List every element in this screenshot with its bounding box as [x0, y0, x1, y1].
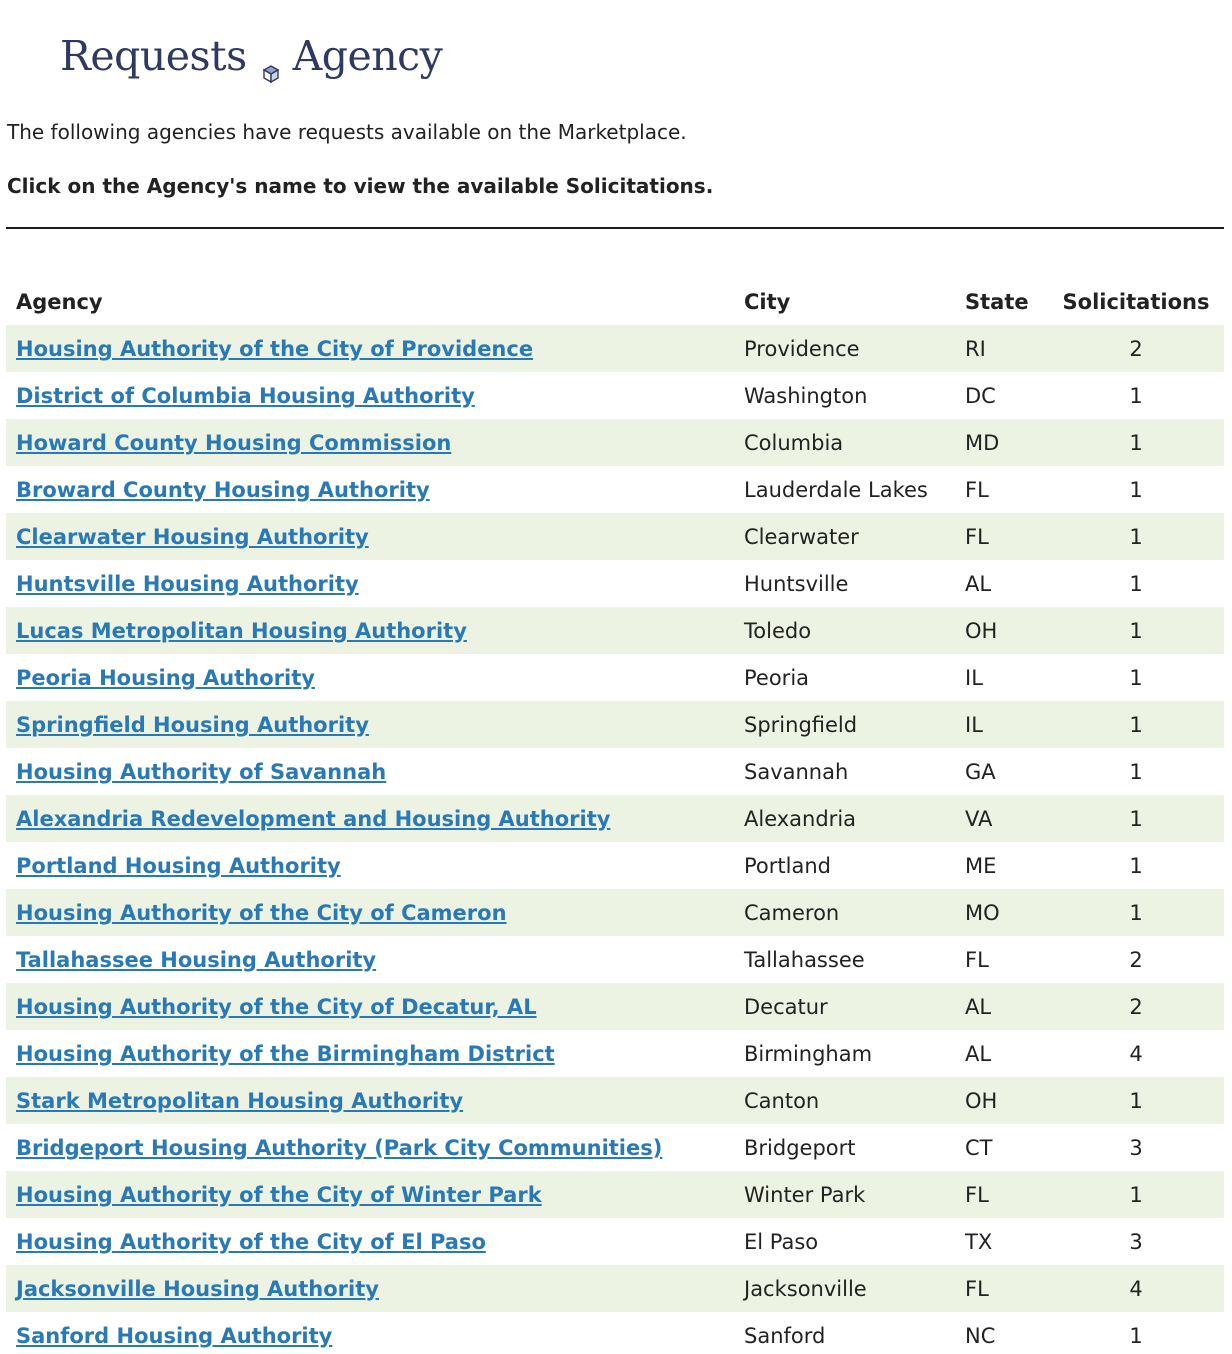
city-cell: Springfield — [734, 701, 955, 748]
state-cell: AL — [955, 1030, 1048, 1077]
city-cell: Clearwater — [734, 513, 955, 560]
agency-link[interactable]: Peoria Housing Authority — [16, 665, 315, 690]
agency-cell — [6, 1171, 734, 1218]
city-cell: Alexandria — [734, 795, 955, 842]
agency-cell — [6, 701, 734, 748]
solicitations-cell: 4 — [1048, 1030, 1224, 1077]
table-row — [6, 1218, 1224, 1265]
city-cell: Columbia — [734, 419, 955, 466]
solicitations-cell: 1 — [1048, 419, 1224, 466]
agency-link[interactable]: Housing Authority of the Birmingham District — [16, 1041, 555, 1066]
city-cell: El Paso — [734, 1218, 955, 1265]
table-row — [6, 983, 1224, 1030]
table-row — [6, 513, 1224, 560]
agency-link[interactable]: Alexandria Redevelopment and Housing Authority — [16, 806, 611, 831]
city-cell: Sanford — [734, 1312, 955, 1354]
agency-link[interactable]: Clearwater Housing Authority — [16, 524, 369, 549]
state-cell: MO — [955, 889, 1048, 936]
agency-cell — [6, 795, 734, 842]
city-cell: Peoria — [734, 654, 955, 701]
solicitations-cell: 1 — [1048, 1077, 1224, 1124]
table-row — [6, 654, 1224, 701]
table-row — [6, 1265, 1224, 1312]
city-cell: Birmingham — [734, 1030, 955, 1077]
city-cell: Jacksonville — [734, 1265, 955, 1312]
solicitations-cell: 3 — [1048, 1124, 1224, 1171]
agency-link[interactable]: Huntsville Housing Authority — [16, 571, 359, 596]
title-agency: Agency — [292, 32, 443, 80]
table-row — [6, 889, 1224, 936]
state-cell: MD — [955, 419, 1048, 466]
state-cell: ME — [955, 842, 1048, 889]
city-cell: Portland — [734, 842, 955, 889]
state-cell: GA — [955, 748, 1048, 795]
solicitations-cell: 1 — [1048, 748, 1224, 795]
solicitations-cell: 1 — [1048, 513, 1224, 560]
agency-link[interactable]: District of Columbia Housing Authority — [16, 383, 475, 408]
state-cell: RI — [955, 325, 1048, 372]
agency-link[interactable]: Stark Metropolitan Housing Authority — [16, 1088, 464, 1113]
city-cell: Washington — [734, 372, 955, 419]
agency-link[interactable]: Tallahassee Housing Authority — [16, 947, 377, 972]
divider — [6, 227, 1224, 229]
agency-link[interactable]: Housing Authority of the City of Providence — [16, 336, 534, 361]
agency-cell — [6, 1265, 734, 1312]
agency-cell — [6, 466, 734, 513]
agency-link[interactable]: Housing Authority of Savannah — [16, 759, 387, 784]
city-cell: Savannah — [734, 748, 955, 795]
state-cell: FL — [955, 1171, 1048, 1218]
agency-link[interactable]: Jacksonville Housing Authority — [16, 1276, 379, 1301]
agency-cell — [6, 325, 734, 372]
solicitations-cell: 1 — [1048, 466, 1224, 513]
table-row — [6, 1124, 1224, 1171]
agency-link[interactable]: Howard County Housing Commission — [16, 430, 452, 455]
solicitations-cell: 2 — [1048, 936, 1224, 983]
table-row — [6, 701, 1224, 748]
agency-cell — [6, 1124, 734, 1171]
solicitations-cell: 1 — [1048, 560, 1224, 607]
agency-link[interactable]: Bridgeport Housing Authority (Park City Communities) — [16, 1135, 663, 1160]
state-cell: IL — [955, 701, 1048, 748]
solicitations-cell: 1 — [1048, 795, 1224, 842]
solicitations-cell: 1 — [1048, 701, 1224, 748]
agency-link[interactable]: Housing Authority of the City of Cameron — [16, 900, 507, 925]
agency-link[interactable]: Springfield Housing Authority — [16, 712, 369, 737]
agency-cell — [6, 1312, 734, 1354]
solicitations-cell: 2 — [1048, 983, 1224, 1030]
state-cell: OH — [955, 607, 1048, 654]
table-row — [6, 1312, 1224, 1354]
state-cell: IL — [955, 654, 1048, 701]
agency-cell — [6, 372, 734, 419]
column-header-state: State — [965, 290, 1029, 314]
table-row — [6, 1171, 1224, 1218]
agency-cell — [6, 1218, 734, 1265]
state-cell: FL — [955, 1265, 1048, 1312]
agency-cell — [6, 936, 734, 983]
city-cell: Bridgeport — [734, 1124, 955, 1171]
agency-cell — [6, 419, 734, 466]
solicitations-cell: 4 — [1048, 1265, 1224, 1312]
solicitations-cell: 1 — [1048, 1312, 1224, 1354]
solicitations-cell: 3 — [1048, 1218, 1224, 1265]
intro-text: The following agencies have requests available on the Marketplace. — [7, 120, 687, 144]
cube-icon — [261, 46, 281, 66]
city-cell: Huntsville — [734, 560, 955, 607]
agency-cell — [6, 1030, 734, 1077]
agency-link[interactable]: Lucas Metropolitan Housing Authority — [16, 618, 467, 643]
solicitations-cell: 1 — [1048, 372, 1224, 419]
table-row — [6, 795, 1224, 842]
solicitations-cell: 1 — [1048, 842, 1224, 889]
table-row — [6, 560, 1224, 607]
table-row — [6, 748, 1224, 795]
table-row — [6, 936, 1224, 983]
city-cell: Lauderdale Lakes — [734, 466, 955, 513]
instruction-text: Click on the Agency's name to view the available Solicitations. — [7, 174, 714, 198]
solicitations-cell: 1 — [1048, 607, 1224, 654]
agency-cell — [6, 983, 734, 1030]
solicitations-cell: 2 — [1048, 325, 1224, 372]
solicitations-cell: 1 — [1048, 1171, 1224, 1218]
column-header-agency: Agency — [16, 290, 103, 314]
table-row — [6, 842, 1224, 889]
city-cell: Canton — [734, 1077, 955, 1124]
agency-cell — [6, 748, 734, 795]
state-cell: AL — [955, 983, 1048, 1030]
agency-cell — [6, 513, 734, 560]
agency-link[interactable]: Sanford Housing Authority — [16, 1323, 333, 1348]
state-cell: TX — [955, 1218, 1048, 1265]
agency-link[interactable]: Housing Authority of the City of Winter Park — [16, 1182, 542, 1207]
state-cell: AL — [955, 560, 1048, 607]
table-row — [6, 466, 1224, 513]
table-row — [6, 372, 1224, 419]
state-cell: NC — [955, 1312, 1048, 1354]
city-cell: Toledo — [734, 607, 955, 654]
table-row — [6, 325, 1224, 372]
city-cell: Decatur — [734, 983, 955, 1030]
agency-link[interactable]: Portland Housing Authority — [16, 853, 341, 878]
table-row — [6, 607, 1224, 654]
table-row — [6, 1077, 1224, 1124]
agency-cell — [6, 842, 734, 889]
state-cell: OH — [955, 1077, 1048, 1124]
city-cell: Providence — [734, 325, 955, 372]
table-header-row — [6, 279, 1224, 325]
agency-cell — [6, 560, 734, 607]
state-cell: CT — [955, 1124, 1048, 1171]
column-header-solicitations: Solicitations — [1062, 290, 1210, 314]
state-cell: FL — [955, 936, 1048, 983]
page-title — [60, 26, 442, 86]
agencies-table — [6, 279, 1224, 1354]
agency-link[interactable]: Broward County Housing Authority — [16, 477, 430, 502]
city-cell: Cameron — [734, 889, 955, 936]
column-header-city: City — [744, 290, 791, 314]
state-cell: FL — [955, 513, 1048, 560]
agency-cell — [6, 1077, 734, 1124]
city-cell: Winter Park — [734, 1171, 955, 1218]
state-cell: DC — [955, 372, 1048, 419]
agency-cell — [6, 607, 734, 654]
state-cell: VA — [955, 795, 1048, 842]
agency-link[interactable]: Housing Authority of the City of El Paso — [16, 1229, 486, 1254]
title-requests: Requests — [60, 32, 247, 80]
agency-cell — [6, 654, 734, 701]
agency-link[interactable]: Housing Authority of the City of Decatur, AL — [16, 994, 537, 1019]
table-row — [6, 419, 1224, 466]
solicitations-cell: 1 — [1048, 654, 1224, 701]
state-cell: FL — [955, 466, 1048, 513]
agency-cell — [6, 889, 734, 936]
city-cell: Tallahassee — [734, 936, 955, 983]
solicitations-cell: 1 — [1048, 889, 1224, 936]
table-row — [6, 1030, 1224, 1077]
